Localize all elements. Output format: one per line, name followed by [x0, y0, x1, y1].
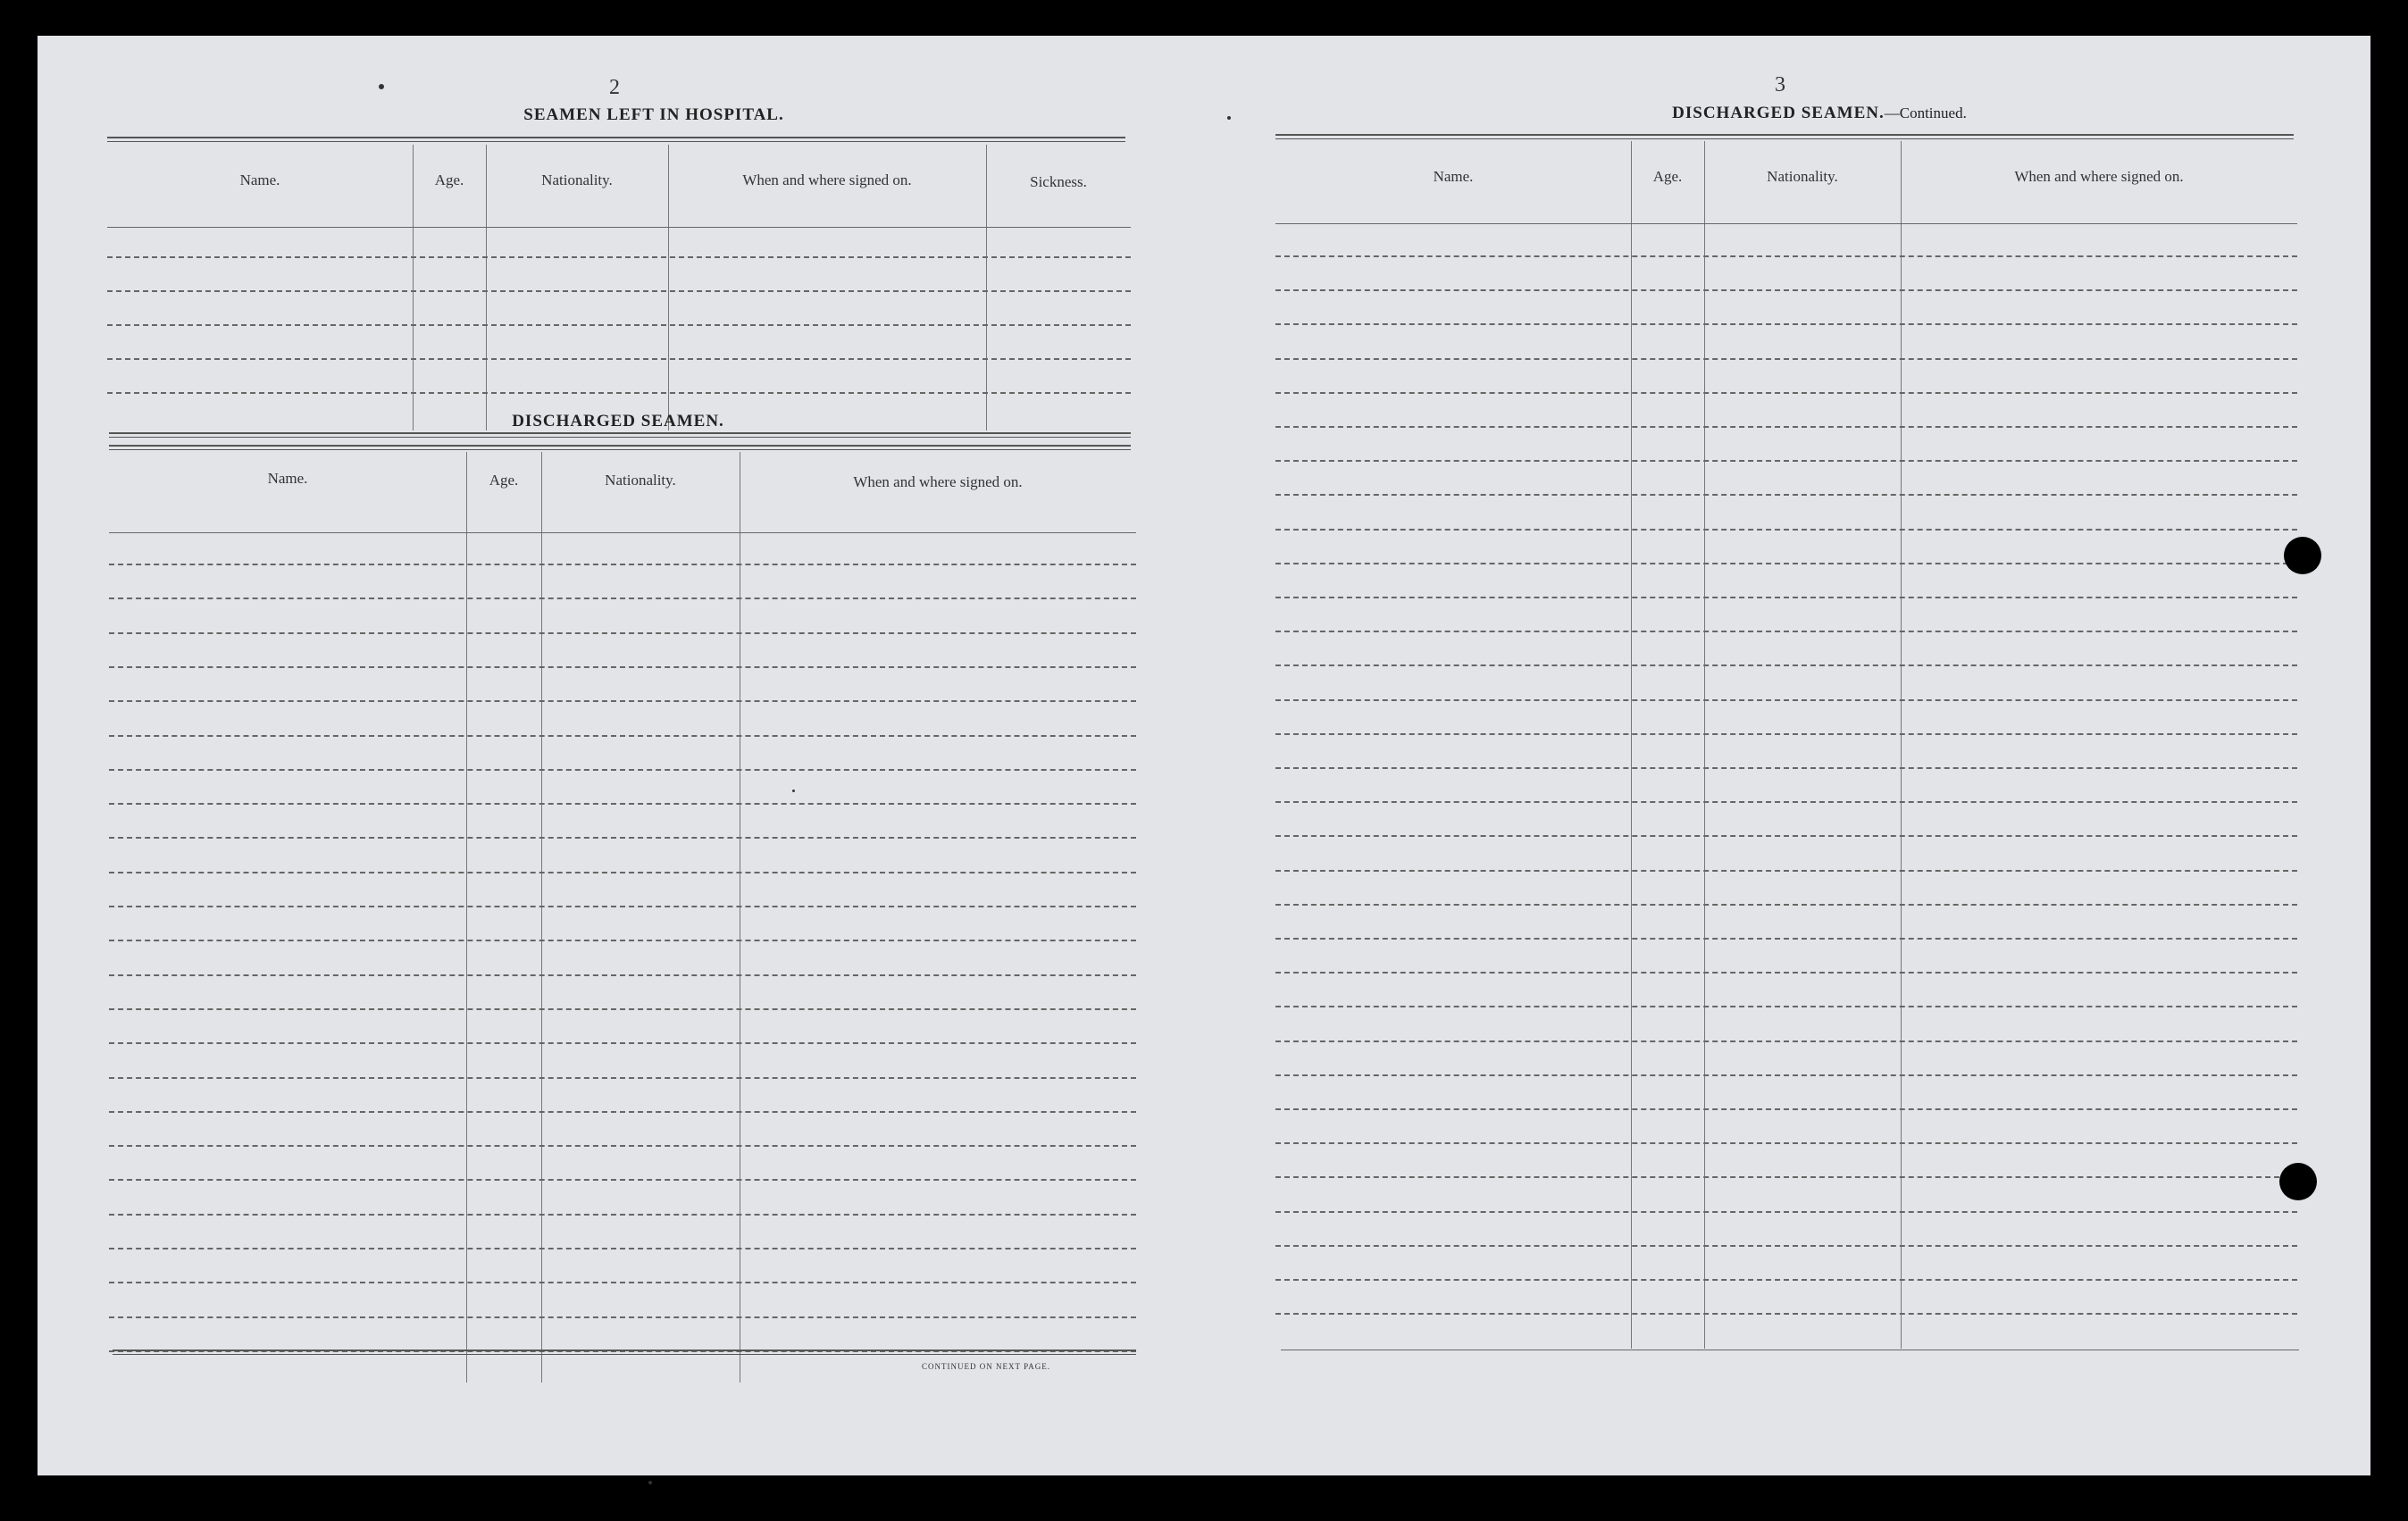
- ruled-row-line: [1275, 1176, 2297, 1178]
- hospital-bottom-rule: [109, 432, 1131, 438]
- ruled-row-line: [1275, 529, 2297, 531]
- hospital-header-sickness: Sickness.: [1030, 173, 1087, 190]
- header-underline: [109, 532, 1136, 533]
- ink-speck: [379, 84, 384, 89]
- ruled-row-line: [109, 837, 1136, 839]
- column-divider: [986, 145, 987, 430]
- ruled-row-line: [109, 598, 1136, 599]
- ruled-row-line: [107, 256, 1131, 258]
- column-divider: [541, 452, 542, 1383]
- hospital-top-rule: [107, 137, 1125, 142]
- ruled-row-line: [109, 769, 1136, 771]
- ink-speck: [648, 1481, 652, 1484]
- page-number-right: 3: [1775, 73, 1785, 96]
- ruled-row-line: [109, 1077, 1136, 1079]
- column-divider: [413, 145, 414, 430]
- ruled-row-line: [109, 632, 1136, 634]
- ruled-row-line: [1275, 870, 2297, 872]
- ruled-row-line: [1275, 426, 2297, 428]
- right-title-suffix: —Continued.: [1884, 104, 1967, 121]
- ruled-row-line: [1275, 323, 2297, 325]
- ruled-row-line: [1275, 597, 2297, 598]
- hospital-header-name: Name.: [239, 171, 280, 188]
- ruled-row-line: [107, 290, 1131, 292]
- hospital-section-title: SEAMEN LEFT IN HOSPITAL.: [523, 105, 784, 124]
- ruled-row-line: [1275, 289, 2297, 291]
- ruled-row-line: [107, 392, 1131, 394]
- ruled-row-line: [1275, 938, 2297, 940]
- hospital-table: [107, 145, 1131, 435]
- discharged-table: [109, 452, 1136, 1390]
- ruled-row-line: [1275, 835, 2297, 837]
- ruled-row-line: [109, 872, 1136, 873]
- punch-hole-upper: [2284, 537, 2321, 574]
- discharged-bottom-rule: [113, 1350, 1136, 1355]
- hospital-header-nationality: Nationality.: [541, 171, 613, 188]
- ruled-row-line: [107, 324, 1131, 326]
- ruled-row-line: [109, 1111, 1136, 1113]
- ruled-row-line: [109, 940, 1136, 941]
- ruled-row-line: [1275, 255, 2297, 257]
- ruled-row-line: [1275, 1006, 2297, 1007]
- ruled-row-line: [109, 1042, 1136, 1044]
- discharged-header-nationality: Nationality.: [605, 472, 676, 489]
- ruled-row-line: [1275, 664, 2297, 666]
- page-number-left: 2: [609, 76, 620, 99]
- ruled-row-line: [109, 974, 1136, 976]
- column-divider: [1631, 141, 1632, 1349]
- ruled-row-line: [1275, 1211, 2297, 1213]
- ink-speck: [1227, 116, 1231, 120]
- ruled-row-line: [1275, 904, 2297, 906]
- ruled-row-line: [109, 1316, 1136, 1318]
- column-divider: [486, 145, 487, 430]
- ruled-row-line: [109, 666, 1136, 668]
- ruled-row-line: [1275, 494, 2297, 496]
- ruled-row-line: [109, 1145, 1136, 1147]
- right-header-nationality: Nationality.: [1767, 168, 1838, 185]
- ruled-row-line: [109, 906, 1136, 907]
- ruled-row-line: [1275, 392, 2297, 394]
- header-underline: [107, 227, 1131, 228]
- ruled-row-line: [1275, 563, 2297, 564]
- punch-hole-lower: [2279, 1163, 2317, 1200]
- ruled-row-line: [1275, 733, 2297, 735]
- hospital-header-age: Age.: [434, 171, 464, 188]
- right-header-name: Name.: [1433, 168, 1474, 185]
- ruled-row-line: [1275, 1313, 2297, 1315]
- ruled-row-line: [109, 564, 1136, 565]
- ruled-row-line: [1275, 631, 2297, 632]
- ruled-row-line: [1275, 801, 2297, 803]
- ruled-row-line: [1275, 699, 2297, 701]
- column-divider: [668, 145, 669, 430]
- ruled-row-line: [1275, 1279, 2297, 1281]
- ruled-row-line: [109, 803, 1136, 805]
- ruled-row-line: [109, 1248, 1136, 1249]
- right-discharged-table: [1275, 141, 2297, 1356]
- discharged-section-title: DISCHARGED SEAMEN.: [512, 412, 724, 430]
- continued-note: CONTINUED ON NEXT PAGE.: [922, 1362, 1050, 1371]
- ruled-row-line: [109, 700, 1136, 702]
- right-section-title: [1306, 104, 2333, 123]
- discharged-top-rule: [109, 445, 1131, 450]
- column-divider: [466, 452, 467, 1383]
- ruled-row-line: [109, 1214, 1136, 1216]
- ruled-row-line: [109, 735, 1136, 737]
- ruled-row-line: [1275, 1040, 2297, 1042]
- ruled-row-line: [1275, 1108, 2297, 1110]
- column-divider: [1704, 141, 1705, 1349]
- ruled-row-line: [109, 1008, 1136, 1010]
- ruled-row-line: [107, 358, 1131, 360]
- ruled-row-line: [1275, 460, 2297, 462]
- right-title-main: DISCHARGED SEAMEN.: [1672, 104, 1885, 122]
- ruled-row-line: [109, 1282, 1136, 1283]
- right-header-age: Age.: [1652, 168, 1683, 185]
- ruled-row-line: [109, 1179, 1136, 1181]
- right-top-rule: [1275, 134, 2294, 139]
- discharged-header-age: Age.: [489, 472, 519, 489]
- column-divider: [1901, 141, 1902, 1349]
- hospital-header-when-where: When and where signed on.: [742, 171, 912, 188]
- ruled-row-line: [1275, 767, 2297, 769]
- right-header-when-where: When and where signed on.: [2014, 168, 2184, 185]
- ruled-row-line: [1275, 358, 2297, 360]
- discharged-header-name: Name.: [267, 470, 308, 487]
- ruled-row-line: [1275, 1142, 2297, 1144]
- ink-speck: [792, 790, 795, 792]
- discharged-header-when-where: When and where signed on.: [853, 473, 1023, 490]
- header-underline: [1275, 223, 2297, 224]
- ruled-row-line: [1275, 1245, 2297, 1247]
- ruled-row-line: [1275, 972, 2297, 974]
- document-sheet: [38, 36, 2370, 1475]
- ruled-row-line: [1275, 1074, 2297, 1076]
